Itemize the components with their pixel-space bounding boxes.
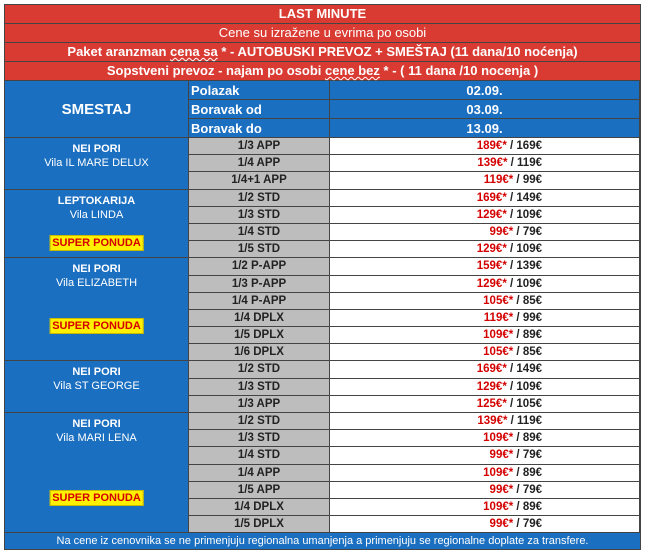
hotel-cell xyxy=(5,361,189,413)
room-price xyxy=(330,430,640,447)
price-separator: / xyxy=(513,432,523,445)
room-type: 1/2 P-APP xyxy=(189,258,330,275)
room-price xyxy=(330,155,640,172)
room-price xyxy=(330,499,640,516)
price-without-transport: 139€ xyxy=(516,260,542,273)
room-price xyxy=(330,396,640,413)
room-price xyxy=(330,241,640,258)
price-with-transport: 169€* xyxy=(476,191,507,204)
price-with-transport: 109€* xyxy=(483,329,514,342)
room-type: 1/4 DPLX xyxy=(189,310,330,327)
room-price xyxy=(330,379,640,396)
smestaj-label: SMESTAJ xyxy=(61,100,132,118)
room-price xyxy=(330,482,640,499)
info-key-stay-from: Boravak od xyxy=(189,100,330,119)
hotel-location: NEI PORI xyxy=(72,418,121,430)
price-separator: / xyxy=(506,243,517,256)
price-with-transport: 99€* xyxy=(489,225,514,238)
room-type: 1/2 STD xyxy=(189,413,330,430)
price-separator: / xyxy=(506,363,517,376)
room-price xyxy=(330,258,640,275)
room-type: 1/5 DPLX xyxy=(189,516,330,533)
price-with-transport: 139€* xyxy=(477,157,508,170)
info-value-departure: 02.09. xyxy=(330,81,640,100)
price-without-transport: 109€ xyxy=(516,277,542,290)
super-offer-badge: SUPER PONUDA xyxy=(49,318,144,334)
hotel-location: NEI PORI xyxy=(72,143,121,155)
info-key-stay-to: Boravak do xyxy=(189,119,330,138)
room-type: 1/3 STD xyxy=(189,430,330,447)
price-with-transport: 189€* xyxy=(476,140,507,152)
footer-note xyxy=(5,533,640,549)
hotel-cell xyxy=(5,413,189,533)
room-type: 1/3 APP xyxy=(189,138,330,155)
price-with-transport: 105€* xyxy=(483,346,514,359)
price-without-transport: 79€ xyxy=(522,483,542,496)
price-without-transport: 109€ xyxy=(516,208,542,221)
price-separator: / xyxy=(506,208,517,221)
price-separator: / xyxy=(513,346,523,359)
room-type: 1/4 STD xyxy=(189,447,330,464)
price-separator: / xyxy=(506,260,517,273)
price-separator: / xyxy=(506,140,517,152)
room-price xyxy=(330,310,640,327)
room-type: 1/3 STD xyxy=(189,379,330,396)
hotel-location: LEPTOKARIJA xyxy=(57,194,136,207)
room-price xyxy=(330,172,640,189)
price-with-transport: 105€* xyxy=(483,294,514,307)
room-type: 1/3 APP xyxy=(189,396,330,413)
price-with-transport: 169€* xyxy=(476,363,507,376)
package-note-c: * - AUTOBUSKI PREVOZ + SMEŠTAJ (11 dana/10 noćenja) xyxy=(217,44,578,59)
room-price xyxy=(330,327,640,344)
price-with-transport: 139€* xyxy=(477,415,508,427)
price-without-transport: 105€ xyxy=(516,397,542,410)
room-type: 1/4 DPLX xyxy=(189,499,330,516)
hotel-name: Vila MARI LENA xyxy=(56,432,137,444)
price-with-transport: 119€* xyxy=(483,311,514,324)
room-type: 1/4 APP xyxy=(189,155,330,172)
room-price xyxy=(330,207,640,224)
price-separator: / xyxy=(513,483,523,496)
info-value-stay-to: 13.09. xyxy=(330,119,640,138)
price-without-transport: 149€ xyxy=(516,363,542,376)
package-note-b: cena sa xyxy=(170,44,218,59)
price-without-transport: 79€ xyxy=(522,518,542,531)
price-separator: / xyxy=(513,500,523,513)
room-type: 1/5 APP xyxy=(189,482,330,499)
smestaj-label-cell xyxy=(5,81,189,138)
price-separator: / xyxy=(506,277,517,290)
price-without-transport: 79€ xyxy=(522,449,542,462)
price-separator: / xyxy=(506,380,517,393)
subtitle: Cene su izražene u evrima po osobi xyxy=(218,25,427,40)
price-with-transport: 129€* xyxy=(476,208,507,221)
super-offer-badge: SUPER PONUDA xyxy=(49,490,144,506)
own-transport-note-row xyxy=(5,62,640,81)
price-with-transport: 119€* xyxy=(483,174,514,187)
price-separator: / xyxy=(506,397,517,410)
package-note-a: Paket aranzman xyxy=(67,44,171,59)
footer-text: Na cene iz cenovnika se ne primenjuju regionalna umanjenja a primenjuju se regionalne doplate za transfere. xyxy=(56,535,589,548)
info-key-departure: Polazak xyxy=(189,81,330,100)
room-type: 1/6 DPLX xyxy=(189,344,330,361)
room-price xyxy=(330,293,640,310)
room-price xyxy=(330,413,640,430)
room-price xyxy=(330,516,640,533)
price-with-transport: 129€* xyxy=(476,380,507,393)
hotel-name: Vila ELIZABETH xyxy=(55,277,138,290)
price-with-transport: 109€* xyxy=(483,500,514,513)
price-without-transport: 89€ xyxy=(522,329,542,342)
package-note-row xyxy=(5,43,640,62)
info-block xyxy=(5,81,640,138)
page-title: LAST MINUTE xyxy=(278,6,367,21)
price-without-transport: 79€ xyxy=(522,225,542,238)
price-separator: / xyxy=(507,157,518,170)
room-type: 1/5 STD xyxy=(189,241,330,258)
room-type: 1/4 P-APP xyxy=(189,293,330,310)
price-with-transport: 129€* xyxy=(476,243,507,256)
subtitle-row xyxy=(5,24,640,43)
room-price xyxy=(330,224,640,241)
price-without-transport: 169€ xyxy=(516,140,542,152)
price-separator: / xyxy=(513,466,523,479)
own-transport-note-b: cene bez xyxy=(325,63,380,78)
price-without-transport: 89€ xyxy=(522,466,542,479)
price-separator: / xyxy=(513,518,523,531)
price-separator: / xyxy=(513,174,523,187)
own-transport-note-a: Sopstveni prevoz - najam po osobi xyxy=(106,63,325,78)
hotel-cell xyxy=(5,138,189,190)
price-without-transport: 85€ xyxy=(522,294,542,307)
hotel-name: Vila ST GEORGE xyxy=(53,380,140,393)
price-with-transport: 99€* xyxy=(489,518,514,531)
price-without-transport: 119€ xyxy=(517,157,542,170)
hotel-location: NEI PORI xyxy=(72,366,121,379)
price-without-transport: 89€ xyxy=(522,432,542,445)
price-list-sheet xyxy=(4,4,641,550)
price-separator: / xyxy=(506,191,517,204)
room-type: 1/3 STD xyxy=(189,207,330,224)
price-without-transport: 89€ xyxy=(522,500,542,513)
price-with-transport: 99€* xyxy=(489,449,514,462)
room-type: 1/2 STD xyxy=(189,361,330,378)
hotel-name: Vila LINDA xyxy=(69,208,124,221)
hotel-cell xyxy=(5,190,189,259)
price-without-transport: 109€ xyxy=(516,243,542,256)
price-without-transport: 119€ xyxy=(517,415,542,427)
price-separator: / xyxy=(513,449,523,462)
room-type: 1/3 P-APP xyxy=(189,276,330,293)
hotel-cell xyxy=(5,258,189,361)
price-separator: / xyxy=(513,225,523,238)
price-without-transport: 149€ xyxy=(516,191,542,204)
price-separator: / xyxy=(507,415,518,427)
price-with-transport: 159€* xyxy=(476,260,507,273)
room-price xyxy=(330,465,640,482)
info-value-stay-from: 03.09. xyxy=(330,100,640,119)
own-transport-note-c: * - ( 11 dana /10 nocenja ) xyxy=(379,63,539,78)
room-price xyxy=(330,276,640,293)
price-with-transport: 129€* xyxy=(476,277,507,290)
price-table xyxy=(5,138,640,533)
price-with-transport: 109€* xyxy=(483,432,514,445)
price-separator: / xyxy=(513,294,523,307)
room-price xyxy=(330,447,640,464)
room-type: 1/2 STD xyxy=(189,190,330,207)
room-type: 1/4 APP xyxy=(189,465,330,482)
room-price xyxy=(330,190,640,207)
title-row xyxy=(5,5,640,24)
hotel-name: Vila IL MARE DELUX xyxy=(44,157,149,169)
room-price xyxy=(330,138,640,155)
super-offer-badge: SUPER PONUDA xyxy=(49,235,144,251)
price-separator: / xyxy=(513,311,523,324)
room-price xyxy=(330,361,640,378)
room-type: 1/4+1 APP xyxy=(189,172,330,189)
price-without-transport: 99€ xyxy=(522,311,542,324)
price-with-transport: 109€* xyxy=(483,466,514,479)
room-price xyxy=(330,344,640,361)
room-type: 1/4 STD xyxy=(189,224,330,241)
hotel-location: NEI PORI xyxy=(72,263,121,276)
price-without-transport: 99€ xyxy=(522,174,542,187)
price-with-transport: 125€* xyxy=(476,397,507,410)
price-without-transport: 109€ xyxy=(516,380,542,393)
room-type: 1/5 DPLX xyxy=(189,327,330,344)
price-with-transport: 99€* xyxy=(489,483,514,496)
price-separator: / xyxy=(513,329,523,342)
price-without-transport: 85€ xyxy=(522,346,542,359)
